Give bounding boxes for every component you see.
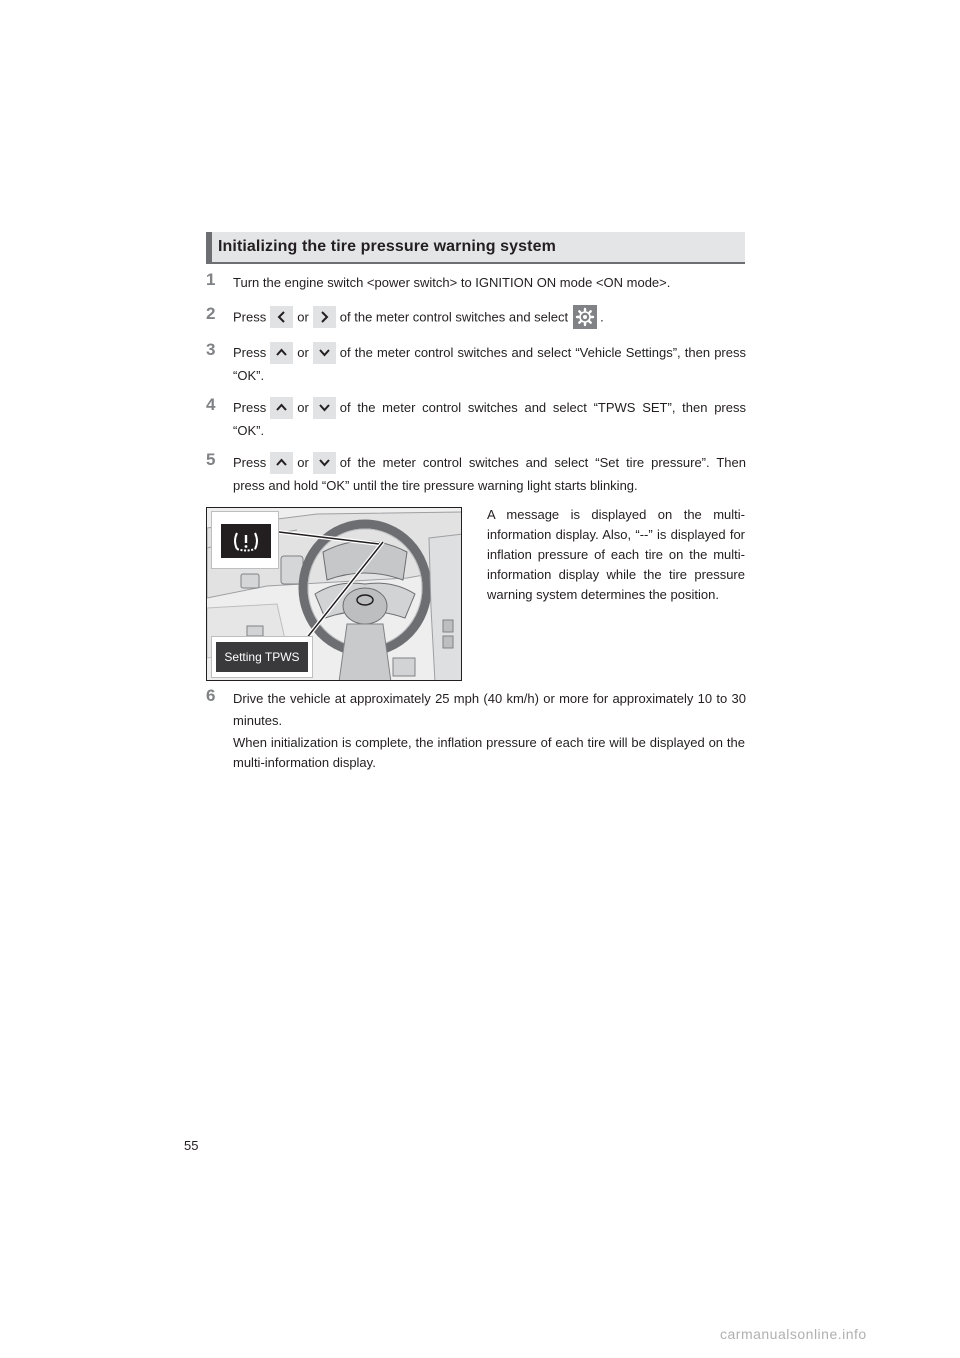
chevron-up-icon <box>270 397 293 419</box>
step-1 <box>206 272 746 294</box>
step-2 <box>206 306 746 330</box>
step-3 <box>206 342 746 387</box>
section-title: Initializing the tire pressure warning system <box>218 238 556 255</box>
chevron-down-icon <box>313 452 336 474</box>
display-callout <box>211 636 313 678</box>
step-text-post: of the meter control switches and select “Vehicle Settings”, then press “OK”. <box>233 345 746 383</box>
page-number: 55 <box>184 1138 199 1153</box>
step-6 <box>206 688 746 732</box>
step-text-post: of the meter control switches and select “TPWS SET”, then press “OK”. <box>233 400 746 438</box>
step-number: 2 <box>206 304 216 323</box>
step-number: 5 <box>206 450 216 469</box>
step-number: 3 <box>206 340 216 359</box>
step-text-end: . <box>600 309 604 325</box>
section-header-bar <box>206 232 212 262</box>
chevron-down-icon <box>313 397 336 419</box>
step-text: Turn the engine switch <power switch> to IGNITION ON mode <ON mode>. <box>233 275 671 290</box>
watermark: carmanualsonline.info <box>720 1326 867 1342</box>
step-number: 6 <box>206 686 216 705</box>
section-header <box>206 232 745 264</box>
chevron-up-icon <box>270 452 293 474</box>
step-number: 4 <box>206 395 216 414</box>
warning-light-callout <box>211 511 279 569</box>
step-text-pre: Press <box>233 309 267 325</box>
dashboard-illustration <box>206 507 462 681</box>
chevron-left-icon <box>270 306 293 328</box>
chevron-down-icon <box>313 342 336 364</box>
step-text-pre: Press <box>233 400 267 415</box>
step-5 <box>206 452 746 497</box>
step-text-mid: or <box>297 309 309 325</box>
step-text-mid: or <box>297 400 309 415</box>
chevron-up-icon <box>270 342 293 364</box>
step-text-post: of the meter control switches and select “Set tire pressure”. Then press and hold “OK” until the tire pressure warning light starts blinking. <box>233 455 746 493</box>
step-4 <box>206 397 746 442</box>
step-text-mid: or <box>297 345 309 360</box>
step-text: Drive the vehicle at approximately 25 mph (40 km/h) or more for approximately 10 to 30 minutes. <box>233 691 746 728</box>
setting-tpws-label: Setting TPWS <box>216 642 308 672</box>
chevron-right-icon <box>313 306 336 328</box>
tire-pressure-warning-icon <box>221 524 271 558</box>
step-text-pre: Press <box>233 345 267 360</box>
step-text-post: of the meter control switches and select <box>339 309 569 325</box>
step-6-note: When initialization is complete, the inflation pressure of each tire will be displayed on the multi-information display. <box>233 735 745 770</box>
warning-light-screen <box>221 524 271 558</box>
gear-icon <box>573 305 597 329</box>
step-number: 1 <box>206 270 216 289</box>
step-text-mid: or <box>297 455 309 470</box>
side-note: A message is displayed on the multi-information display. Also, “--” is displayed for inflation pressure of each tire on the multi-information display while the tire pressure warning system determines the position. <box>487 507 745 602</box>
step-text-pre: Press <box>233 455 267 470</box>
